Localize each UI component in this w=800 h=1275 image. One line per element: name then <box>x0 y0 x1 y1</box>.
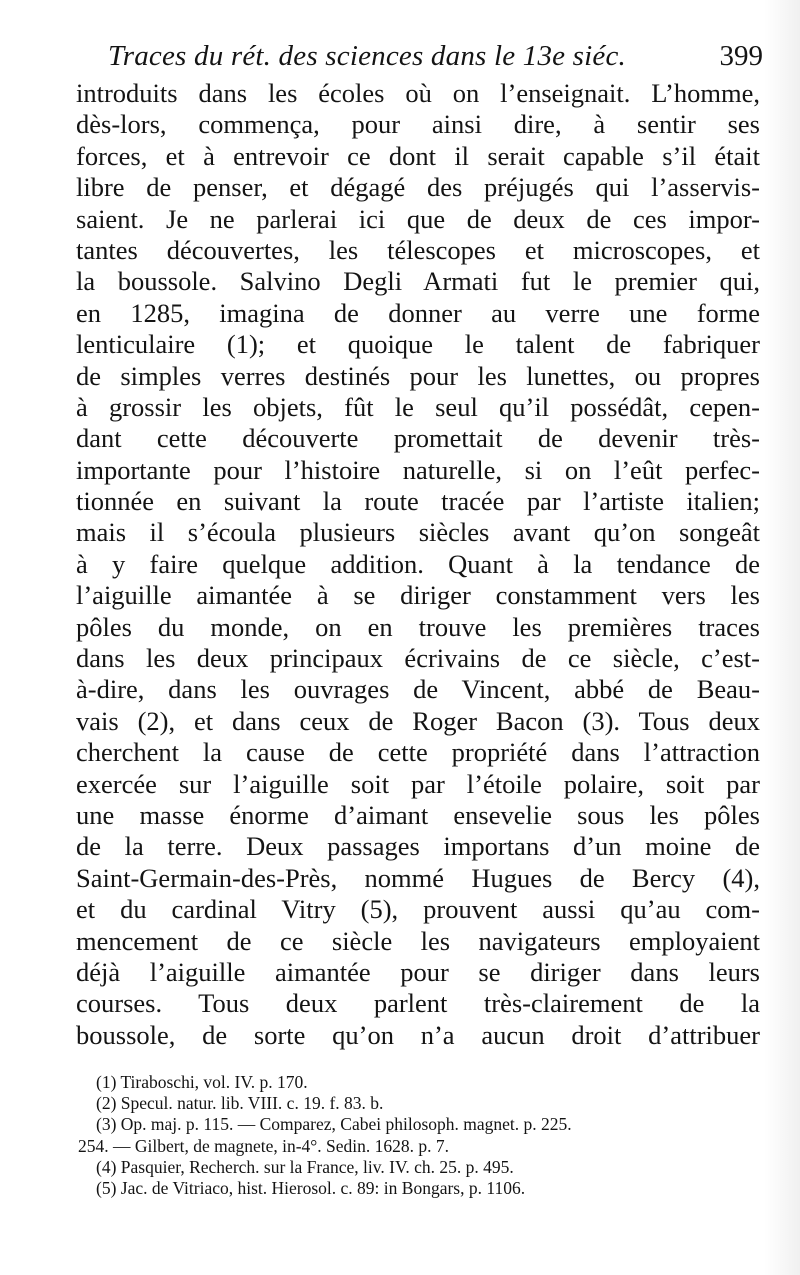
page-edge-shadow <box>764 0 800 1275</box>
page-number: 399 <box>719 40 763 72</box>
body-line: vais (2), et dans ceux de Roger Bacon (3). Tous deux <box>76 705 760 736</box>
body-line: de simples verres destinés pour les lunettes, ou propres <box>76 360 760 391</box>
body-line: dant cette découverte promettait de devenir très- <box>76 423 760 454</box>
body-line: la boussole. Salvino Degli Armati fut le premier qui, <box>76 266 760 297</box>
body-line: lenticulaire (1); et quoique le talent de fabriquer <box>76 329 760 360</box>
body-line: une masse énorme d’aimant ensevelie sous les pôles <box>76 799 760 830</box>
body-line: cherchent la cause de cette propriété dans l’attraction <box>76 737 760 768</box>
page-header <box>108 36 763 78</box>
body-line: tantes découvertes, les télescopes et microscopes, et <box>76 234 760 265</box>
body-line: dans les deux principaux écrivains de ce siècle, c’est- <box>76 643 760 674</box>
footnote-continuation: 254. — Gilbert, de magnete, in-4°. Sedin. 1628. p. 7. <box>78 1135 450 1156</box>
body-line: boussole, de sorte qu’on n’a aucun droit d’attribuer <box>76 1019 760 1050</box>
body-line: à grossir les objets, fût le seul qu’il possédât, cepen- <box>76 391 760 422</box>
body-line: mais il s’écoula plusieurs siècles avant qu’on songeât <box>76 517 760 548</box>
body-line: exercée sur l’aiguille soit par l’étoile polaire, soit par <box>76 768 760 799</box>
body-line: l’aiguille aimantée à se diriger constamment vers les <box>76 580 760 611</box>
body-line: courses. Tous deux parlent très-clairement de la <box>76 988 760 1019</box>
body-line: à y faire quelque addition. Quant à la tendance de <box>76 548 760 579</box>
body-line: mencement de ce siècle les navigateurs employaient <box>76 925 760 956</box>
body-line: introduits dans les écoles où on l’enseignait. L’homme, <box>76 78 760 108</box>
body-line: en 1285, imagina de donner au verre une forme <box>76 297 760 328</box>
body-line: de la terre. Deux passages importans d’un moine de <box>76 831 760 862</box>
body-line: forces, et à entrevoir ce dont il serait capable s’il était <box>76 140 760 171</box>
body-line: déjà l’aiguille aimantée pour se diriger dans leurs <box>76 956 760 987</box>
footnote: (5) Jac. de Vitriaco, hist. Hierosol. c. 89: in Bongars, p. 1106. <box>96 1178 526 1199</box>
body-line: libre de penser, et dégagé des préjugés qui l’asservis- <box>76 172 760 203</box>
body-line: pôles du monde, on en trouve les premières traces <box>76 611 760 642</box>
body-text <box>76 78 760 1051</box>
footnote: (2) Specul. natur. lib. VIII. c. 19. f. 83. b. <box>96 1093 384 1114</box>
footnote: (3) Op. maj. p. 115. — Comparez, Cabei philosoph. magnet. p. 225. <box>96 1114 572 1135</box>
footnotes <box>78 1072 766 1199</box>
footnote: (4) Pasquier, Recherch. sur la France, liv. IV. ch. 25. p. 495. <box>96 1156 514 1177</box>
footnote: (1) Tiraboschi, vol. IV. p. 170. <box>96 1072 308 1092</box>
running-head: Traces du rét. des sciences dans le 13e siéc. <box>108 40 627 72</box>
body-line: à-dire, dans les ouvrages de Vincent, abbé de Beau- <box>76 674 760 705</box>
body-line: Saint-Germain-des-Près, nommé Hugues de Bercy (4), <box>76 862 760 893</box>
body-line: saient. Je ne parlerai ici que de deux de ces impor- <box>76 203 760 234</box>
body-line: dès-lors, commença, pour ainsi dire, à sentir ses <box>76 109 760 140</box>
body-line: tionnée en suivant la route tracée par l’artiste italien; <box>76 486 760 517</box>
body-line: importante pour l’histoire naturelle, si on l’eût perfec- <box>76 454 760 485</box>
body-line: et du cardinal Vitry (5), prouvent aussi qu’au com- <box>76 894 760 925</box>
